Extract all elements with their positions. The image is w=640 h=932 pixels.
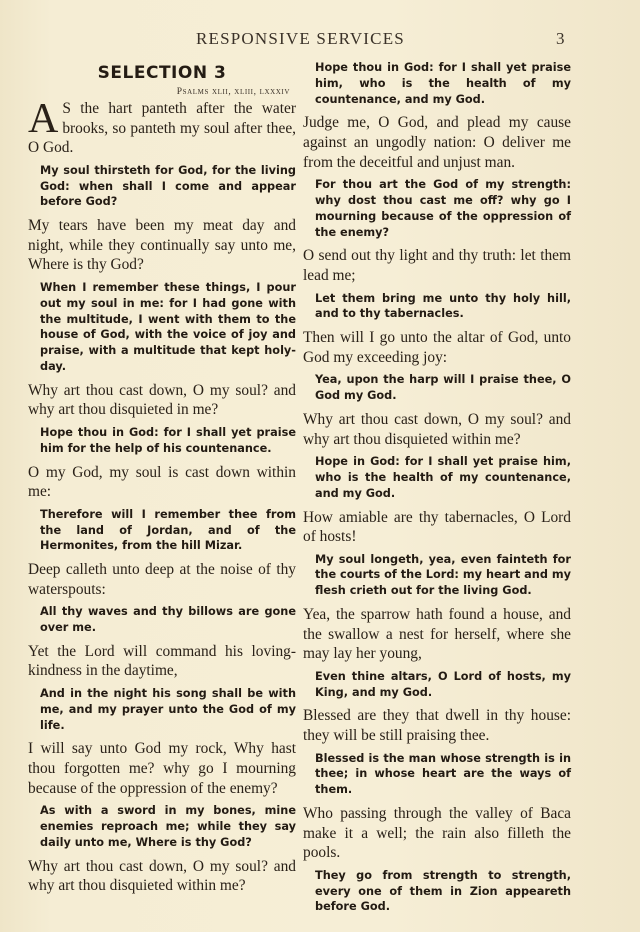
verse-text: My tears have been my meat day and night, while they continually say unto me, Where is thy God?	[28, 217, 296, 274]
minister-verse	[303, 706, 571, 745]
verse-text: Hope thou in God: for I shall yet praise him for the help of his countenance.	[40, 425, 296, 455]
minister-verse	[28, 381, 296, 420]
verse-text: They go from strength to strength, every one of them in Zion appeareth before God.	[315, 868, 571, 914]
verse-text: Deep calleth unto deep at the noise of thy waterspouts:	[28, 561, 296, 598]
people-response	[315, 868, 571, 915]
people-response	[315, 60, 571, 107]
people-response	[40, 507, 296, 554]
minister-verse	[28, 463, 296, 502]
people-response	[315, 751, 571, 798]
verse-text: Hope thou in God: for I shall yet praise him, who is the health of my countenance, and my God.	[315, 61, 571, 106]
verse-text: Who passing through the valley of Baca make it a well; the rain also filleth the pools.	[303, 805, 571, 862]
left-column	[28, 60, 296, 901]
verse-text: Why art thou cast down, O my soul? and why art thou disquieted within me?	[303, 410, 571, 448]
verse-text: Yea, upon the harp will I praise thee, O God my God.	[315, 373, 571, 403]
verse-text: Why art thou cast down, O my soul? and why art thou disquieted within me?	[28, 857, 296, 895]
people-response	[40, 803, 296, 850]
verse-text: Hope in God: for I shall yet praise him, who is the health of my countenance, and my God.	[315, 455, 571, 500]
verse-text: I will say unto God my rock, Why hast thou forgotten me? why go I mourning because of the oppression of the enemy?	[28, 740, 296, 797]
verse-text: Judge me, O God, and plead my cause against an ungodly nation: O deliver me from the deceitful and unjust man.	[303, 114, 571, 171]
running-title: RESPONSIVE SERVICES	[196, 29, 405, 48]
verse-text: S the hart panteth after the water brooks, so panteth my soul after thee, O God.	[28, 100, 296, 157]
minister-verse	[303, 508, 571, 547]
people-response	[40, 425, 296, 457]
verse-text: When I remember these things, I pour out my soul in me: for I had gone with the multitude, I went with them to the house of God, with the voice of joy and praise, with a multitude that kept holy-day.	[40, 280, 296, 373]
minister-verse	[28, 96, 296, 158]
verse-text: O my God, my soul is cast down within me:	[28, 463, 296, 501]
verse-text: Blessed is the man whose strength is in thee; in whose heart are the ways of them.	[315, 751, 571, 797]
verse-text: As with a sword in my bones, mine enemies reproach me; while they say daily unto me, Where is thy God?	[40, 804, 296, 849]
people-response	[315, 372, 571, 404]
minister-verse	[303, 410, 571, 449]
minister-verse	[303, 605, 571, 664]
minister-verse	[303, 328, 571, 367]
selection-title: SELECTION 3	[97, 63, 227, 83]
minister-verse	[28, 739, 296, 798]
verse-text: Yea, the sparrow hath found a house, and the swallow a nest for herself, where she may lay her young,	[303, 606, 571, 663]
verse-text: Blessed are they that dwell in thy house: they will be still praising thee.	[303, 707, 571, 745]
verse-text: Why art thou cast down, O my soul? and why art thou disquieted in me?	[28, 381, 296, 419]
minister-verse	[28, 642, 296, 681]
left-verses	[28, 96, 296, 896]
people-response	[40, 604, 296, 636]
verse-text: Even thine altars, O Lord of hosts, my King, and my God.	[315, 669, 571, 699]
people-response	[40, 686, 296, 733]
people-response	[40, 280, 296, 375]
verse-text: For thou art the God of my strength: why dost thou cast me off? why go I mourning because of the oppression of the enemy?	[315, 178, 571, 239]
people-response	[315, 552, 571, 599]
psalms-reference: Psalms xlii, xliii, lxxxiv	[176, 87, 290, 97]
drop-cap: A	[28, 96, 59, 142]
verse-text: My soul thirsteth for God, for the living God: when shall I come and appear before God?	[40, 163, 296, 209]
minister-verse	[28, 560, 296, 599]
page-number: 3	[556, 29, 565, 48]
verse-text: Let them bring me unto thy holy hill, and to thy tabernacles.	[315, 291, 571, 321]
minister-verse	[303, 113, 571, 172]
page-header	[0, 29, 640, 51]
verse-text: How amiable are thy tabernacles, O Lord of hosts!	[303, 508, 571, 546]
verse-text: Then will I go unto the altar of God, unto God my exceeding joy:	[303, 329, 571, 366]
verse-text: All thy waves and thy billows are gone over me.	[40, 605, 296, 635]
minister-verse	[28, 857, 296, 896]
minister-verse	[28, 216, 296, 275]
verse-text: My soul longeth, yea, even fainteth for the courts of the Lord: my heart and my flesh crieth out for the living God.	[315, 552, 572, 598]
verse-text: Yet the Lord will command his loving-kindness in the daytime,	[28, 642, 296, 680]
minister-verse	[303, 804, 571, 863]
people-response	[315, 669, 571, 701]
verse-text: Therefore will I remember thee from the land of Jordan, and of the Hermonites, from the hill Mizar.	[40, 507, 296, 553]
people-response	[315, 454, 571, 501]
verse-text: And in the night his song shall be with me, and my prayer unto the God of my life.	[40, 687, 296, 732]
right-column	[303, 60, 571, 921]
people-response	[40, 163, 296, 210]
right-verses	[303, 60, 571, 915]
minister-verse	[303, 246, 571, 285]
verse-text: O send out thy light and thy truth: let them lead me;	[303, 247, 571, 284]
people-response	[315, 177, 571, 240]
people-response	[315, 291, 571, 323]
